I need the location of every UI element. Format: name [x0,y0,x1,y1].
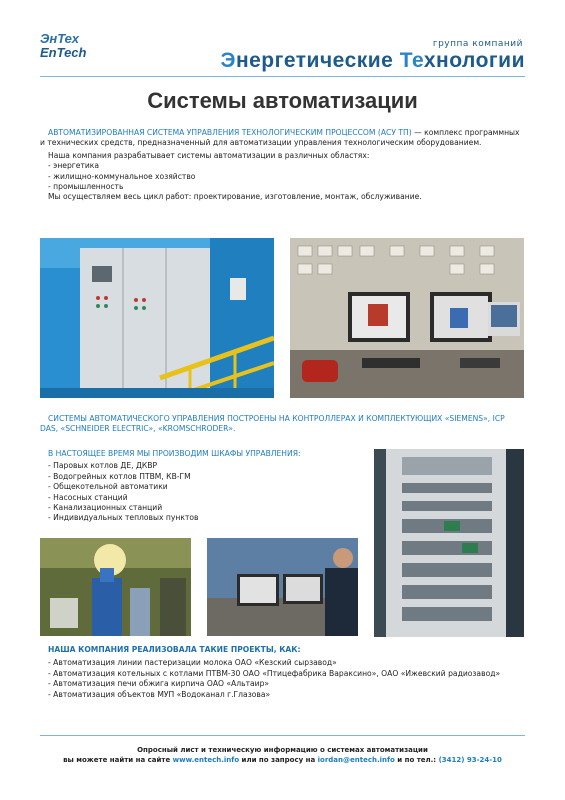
header-rule [40,76,525,77]
projects-list [40,658,524,700]
footer-line-1: Опросный лист и техническую информацию о системах автоматизации [137,746,428,754]
photo-operator-console [290,238,524,398]
footer-line-2 [0,755,565,765]
list-item: - Автоматизация линии пастеризации молока ОАО «Кезский сырзавод» [48,658,337,668]
intro-definition [40,128,524,149]
projects-section [40,645,524,700]
list-item: - Автоматизация печи обжига кирпича ОАО «Альтаир» [48,679,270,689]
brand-cap-2: Те [399,49,424,72]
photo-pasteurization-line [40,538,191,636]
intro-rest: — комплекс программных и технических средств, предназначенный для автоматизации управления технологическим оборудованием. [40,128,520,148]
list-item: - промышленность [48,182,124,192]
email-link[interactable]: iordan@entech.info [317,756,395,764]
photo-engineer-workstation [207,538,358,636]
controllers-text [40,414,524,435]
list-item: - Общекотельной автоматики [48,482,168,492]
areas-intro: Наша компания разрабатывает системы автоматизации в различных областях: [48,150,370,160]
cabinets-list [40,461,370,523]
website-link[interactable]: www.entech.info [172,756,240,764]
intro-lead: АВТОМАТИЗИРОВАННАЯ СИСТЕМА УПРАВЛЕНИЯ ТЕХНОЛОГИЧЕСКИМ ПРОЦЕССОМ (АСУ ТП) [48,128,412,137]
brand-cap-1: Э [220,49,236,72]
footer-text-b: или по запросу на [239,756,318,764]
footer-text-a: вы можете найти на сайте [63,756,173,764]
list-item: - Канализационных станций [48,503,163,513]
list-item: - энергетика [48,161,100,171]
list-item: - Насосных станций [48,492,128,502]
list-item: - жилищно-коммунальное хозяйство [48,171,196,181]
list-item: - Индивидуальных тепловых пунктов [48,513,199,523]
footer-text-c: и по тел.: [394,756,439,764]
phone-number: (3412) 93-24-10 [438,756,502,764]
brand-name [220,49,525,73]
footer-rule [40,735,525,736]
list-item: - Автоматизация котельных с котлами ПТВМ-30 ОАО «Птицефабрика Вараксино», ОАО «Ижевский радиозавод» [48,668,501,678]
page-title: Системы автоматизации [147,88,418,113]
group-label: группа компаний [432,39,523,49]
areas-list [40,161,524,192]
company-logo [40,32,90,60]
photo-control-cabinets [40,238,274,398]
brand-rest-1: нергетические [235,49,400,72]
photo-open-cabinet [374,449,524,637]
intro-paragraph [40,128,524,203]
cycle-text: Мы осуществляем весь цикл работ: проектирование, изготовление, монтаж, обслуживание. [48,192,422,202]
cabinets-heading: В НАСТОЯЩЕЕ ВРЕМЯ МЫ ПРОИЗВОДИМ ШКАФЫ УПРАВЛЕНИЯ: [48,449,301,458]
list-item: - Паровых котлов ДЕ, ДКВР [48,461,158,471]
logo-line-en: EnTech [40,45,87,60]
list-item: - Автоматизация объектов МУП «Водоканал г.Глазова» [48,689,271,699]
logo-line-ru: ЭнТех [40,31,79,46]
projects-heading: НАША КОМПАНИЯ РЕАЛИЗОВАЛА ТАКИЕ ПРОЕКТЫ, КАК: [48,645,301,654]
list-item: - Водогрейных котлов ПТВМ, КВ-ГМ [48,471,191,481]
brand-rest-2: хнологии [423,49,525,72]
footer [0,745,565,765]
controllers-text-content: СИСТЕМЫ АВТОМАТИЧЕСКОГО УПРАВЛЕНИЯ ПОСТРОЕНЫ НА КОНТРОЛЛЕРАХ И КОМПЛЕКТУЮЩИХ «SIEMENS», ICP DAS, «SCHNEIDER ELECTRIC», «KROMSCHRODER». [40,414,505,434]
cabinets-section [40,449,370,524]
